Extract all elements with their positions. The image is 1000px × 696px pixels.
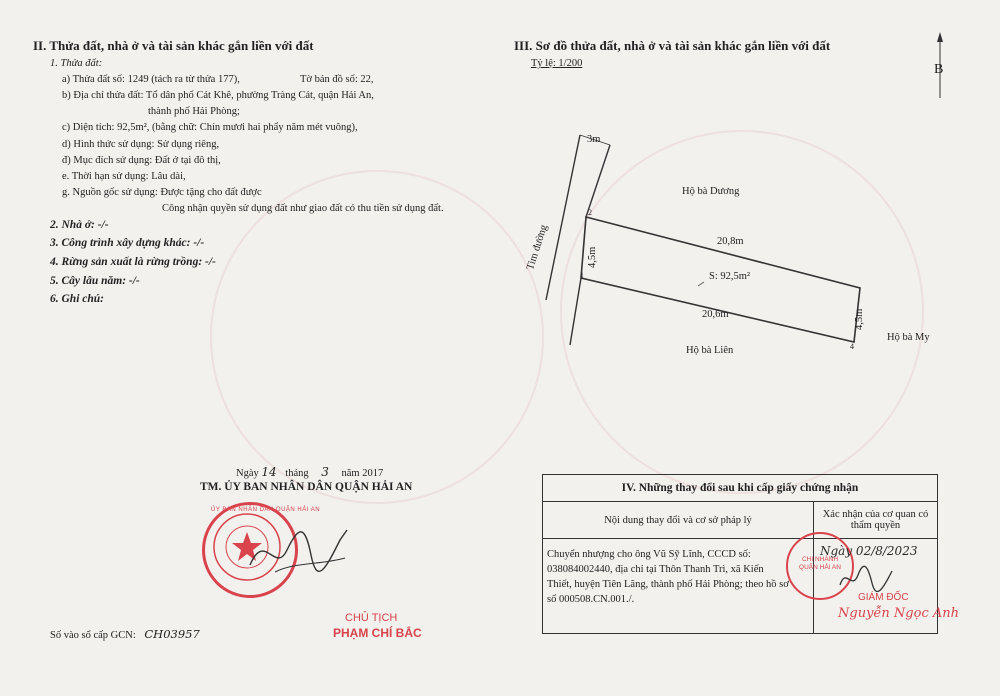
- neighbor-top: Hộ bà Dương: [682, 186, 740, 197]
- point-1-label: 1: [580, 271, 584, 280]
- north-label: B: [934, 62, 944, 77]
- chairman-title: CHỦ TỊCH: [345, 612, 398, 624]
- usage-origin-detail: Công nhận quyền sử dụng đất như giao đất có thu tiền sử dụng đất.: [162, 203, 444, 214]
- neighbor-right: Hộ bà My: [887, 332, 930, 343]
- usage-origin: g. Nguồn gốc sử dụng: Được tặng cho đất được: [62, 187, 262, 198]
- usage-term: e. Thời hạn sử dụng: Lâu dài,: [62, 171, 186, 182]
- stamp-right-text: CHI NHÁNH QUẬN HẢI AN: [799, 556, 841, 571]
- point-2-label: 2: [588, 208, 592, 217]
- change-content-line-4: số 000508.CN.001./.: [547, 594, 635, 605]
- change-content-line-1: Chuyển nhượng cho ông Vũ Sỹ Lĩnh, CCCD số:: [547, 549, 751, 560]
- director-title: GIÁM ĐỐC: [858, 592, 909, 603]
- date-month: 3: [321, 465, 329, 479]
- usage-purpose: đ) Mục đích sử dụng: Đất ở tại đô thị,: [62, 155, 221, 166]
- left-edge-label: 4,5m: [587, 246, 598, 268]
- area-marker: [698, 282, 704, 286]
- month-prefix: tháng: [285, 468, 309, 479]
- col-content-header: Nội dung thay đổi và cơ sở pháp lý: [543, 502, 814, 539]
- land-area: c) Diện tích: 92,5m², (bằng chữ: Chín mươi hai phẩy năm mét vuông),: [62, 122, 358, 133]
- signature-left: [245, 520, 355, 580]
- chairman-name: PHẠM CHÍ BẮC: [333, 626, 422, 640]
- notes-item: 6. Ghi chú:: [50, 293, 104, 305]
- section-3-title: III. Sơ đồ thửa đất, nhà ở và tài sản khác gắn liền với đất: [514, 38, 831, 53]
- parcel-area-label: S: 92,5m²: [709, 271, 751, 282]
- changes-title-row: [543, 475, 938, 502]
- construction-item: 3. Công trình xây dựng khác: -/-: [50, 237, 205, 249]
- changes-header-row: [543, 502, 938, 539]
- road-label: Tim đường: [525, 223, 550, 272]
- stamp-left-text: ỦY BAN NHÂN DÂN QUẬN HẢI AN: [211, 507, 321, 513]
- map-scale: Tỷ lệ: 1/200: [531, 58, 583, 69]
- neighbor-bottom: Hộ bà Liên: [686, 345, 734, 356]
- road-width-label: 3m: [587, 134, 601, 145]
- bottom-edge-label: 20,6m: [702, 309, 729, 320]
- road-line-right: [586, 145, 610, 217]
- section-4-title: IV. Những thay đổi sau khi cấp giấy chứng nhận: [543, 475, 938, 502]
- right-edge-label: 4,5m: [854, 308, 865, 330]
- land-address-city: thành phố Hải Phòng;: [148, 106, 240, 117]
- forest-item: 4. Rừng sản xuất là rừng trồng: -/-: [50, 256, 216, 268]
- usage-form: d) Hình thức sử dụng: Sử dụng riêng,: [62, 139, 220, 150]
- land-address: b) Địa chỉ thửa đất: Tổ dân phố Cát Khê, phường Tràng Cát, quận Hải An,: [62, 90, 374, 101]
- date-prefix: Ngày: [236, 468, 259, 479]
- director-name: Nguyễn Ngọc Anh: [838, 606, 959, 621]
- map-sheet: Tờ bản đồ số: 22,: [300, 74, 374, 85]
- gcn-entry: [50, 627, 200, 641]
- house-item: 2. Nhà ở: -/-: [50, 219, 109, 231]
- road-line-right-lower: [570, 278, 581, 345]
- col-confirm-header: Xác nhận của cơ quan có thẩm quyền: [814, 502, 938, 539]
- watermark-left: [210, 170, 544, 504]
- land-number: a) Thửa đất số: 1249 (tách ra từ thửa 177),: [62, 74, 240, 85]
- road-line-left: [546, 135, 580, 300]
- issue-date: [236, 465, 383, 479]
- change-content-line-2: 038084002440, địa chỉ tại Thôn Thanh Trì, xã Kiến: [547, 564, 764, 575]
- perennial-item: 5. Cây lâu năm: -/-: [50, 275, 140, 287]
- gcn-value: CH03957: [144, 627, 200, 641]
- year-prefix: năm 2017: [341, 468, 384, 479]
- change-content: [543, 539, 814, 634]
- gcn-label: Số vào sổ cấp GCN:: [50, 630, 136, 641]
- signature-right: [836, 565, 896, 593]
- point-4-label: 4: [850, 342, 854, 351]
- confirm-date: Ngày 02/8/2023: [820, 544, 918, 558]
- change-content-line-3: Thiết, huyện Tiên Lãng, thành phố Hải Phòng; theo hồ sơ: [547, 579, 789, 590]
- section-2-title: II. Thửa đất, nhà ở và tài sản khác gắn liền với đất: [33, 38, 314, 53]
- top-edge-label: 20,8m: [717, 236, 744, 247]
- date-day: 14: [261, 465, 277, 479]
- land-heading: 1. Thửa đất:: [50, 58, 103, 69]
- issuing-authority: TM. ỦY BAN NHÂN DÂN QUẬN HẢI AN: [200, 481, 413, 493]
